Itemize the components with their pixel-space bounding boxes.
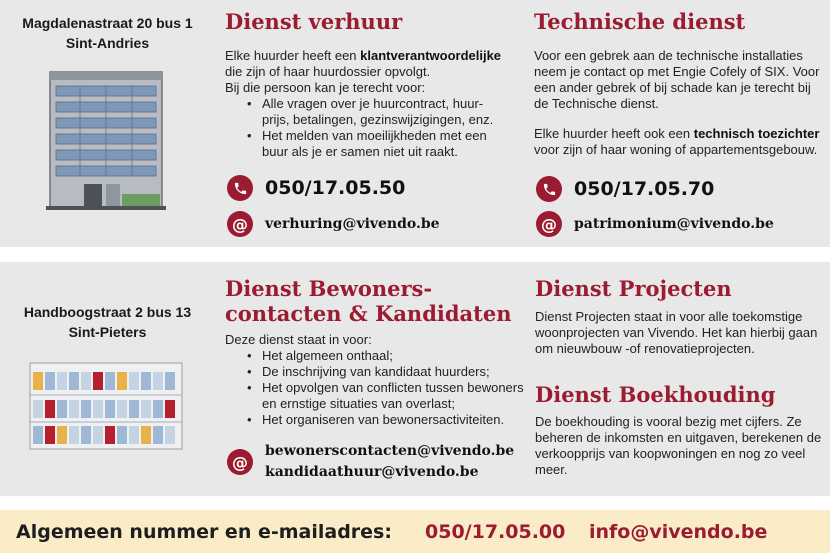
address-handboogstraat [0,302,215,342]
dienst-projecten-title: Dienst Projecten [535,276,732,301]
dienst-boekhouding-title: Dienst Boekhouding [535,382,776,407]
dienst-verhuur-title: Dienst verhuur [225,9,403,34]
technische-dienst-title: Technische dienst [534,9,746,34]
verhuur-intro-text: Elke huurder heeft een [225,48,361,63]
technisch-text-2c: voor zijn of haar woning of appartementsgebouw. [534,142,818,157]
technisch-email[interactable] [536,211,774,237]
verhuur-email-address: verhuring@vivendo.be [265,216,440,232]
boekhouding-text: De boekhouding is vooral bezig met cijfers. Ze beheren de inkomsten en uitgaven, berekenen de verkoopprijs van koopwoningen en nog zo veel meer. [535,414,822,477]
bewoners-emails [227,441,514,483]
verhuur-phone-number: 050/17.05.50 [265,177,406,199]
bewoners-email-list [265,441,514,483]
verhuur-bullets [225,96,507,160]
phone-icon [227,175,253,201]
address-line: Magdalenastraat 20 bus 1 [22,15,193,31]
dienst-verhuur-body [225,48,525,160]
at-icon: @ [227,211,253,237]
dienst-bewoners-title [225,276,511,326]
list-item: • Het melden van moeilijkheden met een buur als je er samen niet uit raakt. [247,128,507,160]
colorful-facade-icon [29,362,183,450]
bewonerscontacten-email[interactable]: bewonerscontacten@vivendo.be [265,443,515,459]
footer-label: Algemeen nummer en e-mailadres: [16,520,392,543]
verhuur-intro-bold: klantverantwoordelijke [360,48,502,63]
bewoners-title-line1: Dienst Bewoners- [225,276,433,301]
address-city: Sint-Pieters [68,324,147,340]
technisch-phone[interactable] [536,176,714,202]
bewoners-bullets [225,348,527,428]
verhuur-email[interactable] [227,211,440,237]
verhuur-intro-text-2: die zijn of haar huurdossier opvolgt. [225,64,431,79]
footer-phone[interactable]: 050/17.05.00 [425,520,566,543]
at-icon: @ [536,211,562,237]
projecten-text: Dienst Projecten staat in voor alle toekomstige woonprojecten van Vivendo. Het kan hierbij gaan om nieuwbouw -of renovatieprojecten. [535,309,818,356]
verhuur-intro [225,48,525,96]
technisch-text-1: Voor een gebrek aan de technische installaties neem je contact op met Engie Cofely of SIX. Voor een ander gebrek of bij schade kan je terecht bij de Technische dienst. [534,48,820,111]
phone-icon [536,176,562,202]
verhuur-phone[interactable] [227,175,405,201]
technisch-email-address: patrimonium@vivendo.be [574,216,774,232]
footer-email[interactable]: info@vivendo.be [589,520,768,543]
apartment-building-icon [44,70,168,210]
footer [0,510,830,553]
address-magdalenastraat [0,13,215,53]
bewoners-title-line2: contacten & Kandidaten [225,301,512,326]
list-item: • Alle vragen over je huurcontract, huur-prijs, betalingen, gezinswijzigingen, enz. [247,96,507,128]
technisch-text-2 [534,126,824,158]
kandidaathuur-email[interactable]: kandidaathuur@vivendo.be [265,464,479,480]
technisch-text-bold: technisch toezichter [693,126,820,141]
address-city: Sint-Andries [65,35,150,51]
list-item: • Het opvolgen van conflicten tussen bewoners en ernstige situaties van overlast; [247,380,527,412]
dienst-bewoners-body [225,332,525,428]
address-line: Handboogstraat 2 bus 13 [23,304,192,320]
technisch-text-2a: Elke huurder heeft ook een [534,126,694,141]
at-icon: @ [227,449,253,475]
list-item: • De inschrijving van kandidaat huurders; [247,364,527,380]
list-item: • Het organiseren van bewonersactiviteiten. [247,412,527,428]
list-item: • Het algemeen onthaal; [247,348,527,364]
technische-dienst-body [534,48,824,158]
technisch-phone-number: 050/17.05.70 [574,178,715,200]
bewoners-intro: Deze dienst staat in voor: [225,332,372,347]
verhuur-intro-text-3: Bij die persoon kan je terecht voor: [225,80,426,95]
